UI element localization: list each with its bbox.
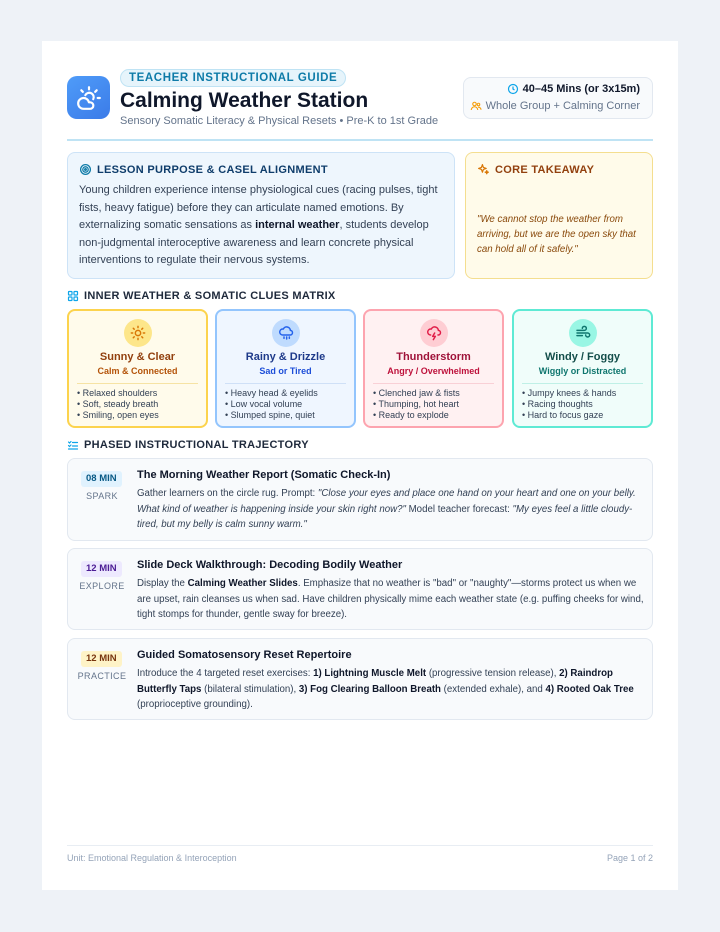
weather-card-thunderstorm [363, 309, 504, 428]
phase-card-spark [67, 458, 653, 541]
trajectory-heading: PHASED INSTRUCTIONAL TRAJECTORY [67, 439, 309, 451]
phase-label: SPARK [86, 491, 118, 501]
purpose-heading: LESSON PURPOSE & CASEL ALIGNMENT [79, 163, 443, 176]
phase-body: Gather learners on the circle rug. Prompt: "Close your eyes and place one hand on your heart and one on your belly. What kind of weather is happening inside your skin right now?" Model teacher forecast: "My eyes feel a little cloudy-tired, but my belly is calm sunny warm." [137, 488, 636, 530]
header-divider [67, 139, 653, 141]
lesson-meta-box [463, 77, 653, 119]
takeaway-quote: "We cannot stop the weather from arriving, but we are the open sky that can hold all of it safely." [477, 214, 636, 255]
phase-time-badge: 12 MIN [81, 651, 122, 667]
card-state: Angry / Overwhelmed [387, 366, 480, 376]
weather-card-rainy [215, 309, 356, 428]
footer-divider [67, 845, 653, 846]
card-state: Sad or Tired [259, 366, 312, 376]
clue-item: • Ready to explode [373, 410, 460, 421]
target-icon [79, 163, 92, 176]
sun-icon [124, 319, 152, 347]
card-divider [373, 383, 494, 384]
weather-logo-icon [67, 76, 110, 119]
card-divider [225, 383, 346, 384]
guide-tag: TEACHER INSTRUCTIONAL GUIDE [120, 69, 346, 87]
clue-item: • Thumping, hot heart [373, 399, 460, 410]
phase-label: EXPLORE [79, 581, 125, 591]
card-name: Thunderstorm [396, 351, 471, 363]
purpose-text: Young children experience intense physiological cues (racing pulses, tight fists, heavy fatigue) before they can articulate named emotions. By externalizing somatic sensations as internal weather, students develop non-judgmental interoceptive awareness and learn concrete physical interventions to regulate their nervous systems. [79, 184, 438, 266]
grouping-row [470, 100, 640, 112]
duration-text: 40–45 Mins (or 3x15m) [522, 83, 640, 95]
users-icon [470, 100, 482, 112]
phase-time-badge: 12 MIN [81, 561, 122, 577]
clue-list [373, 388, 460, 421]
lesson-purpose-panel [67, 152, 455, 279]
grid-icon [67, 290, 79, 302]
phase-time-badge: 08 MIN [81, 471, 122, 487]
card-divider [77, 383, 198, 384]
takeaway-heading: CORE TAKEAWAY [477, 163, 641, 176]
wind-icon [569, 319, 597, 347]
storm-cloud-icon [420, 319, 448, 347]
page-title: Calming Weather Station [120, 89, 369, 112]
document-page [42, 41, 678, 890]
phase-body: Introduce the 4 targeted reset exercises: 1) Lightning Muscle Melt (progressive tension release), 2) Raindrop Butterfly Taps (bilateral stimulation), 3) Fog Clearing Balloon Breath (extended exhale), and 4) Rooted Oak Tree (proprioceptive grounding). [137, 668, 634, 710]
phase-title: Slide Deck Walkthrough: Decoding Bodily Weather [137, 559, 403, 571]
clue-item: • Racing thoughts [522, 399, 616, 410]
page-number: Page 1 of 2 [606, 853, 653, 863]
duration-row [507, 83, 640, 95]
clue-item: • Hard to focus gaze [522, 410, 616, 421]
core-takeaway-panel [465, 152, 653, 279]
footer-unit: Unit: Emotional Regulation & Interoception [67, 853, 237, 863]
clue-item: • Clenched jaw & fists [373, 388, 460, 399]
phase-title: The Morning Weather Report (Somatic Check-In) [137, 469, 391, 481]
weather-matrix [67, 309, 653, 428]
card-state: Wiggly or Distracted [538, 366, 627, 376]
sparkles-icon [477, 163, 490, 176]
rain-cloud-icon [272, 319, 300, 347]
weather-card-windy [512, 309, 653, 428]
clue-list [522, 388, 616, 421]
clue-item: • Smiling, open eyes [77, 410, 159, 421]
phase-card-explore [67, 548, 653, 630]
phase-card-practice [67, 638, 653, 720]
clue-list [225, 388, 318, 421]
clue-list [77, 388, 159, 421]
clue-item: • Jumpy knees & hands [522, 388, 616, 399]
list-checks-icon [67, 439, 79, 451]
clue-item: • Low vocal volume [225, 399, 318, 410]
phase-title: Guided Somatosensory Reset Repertoire [137, 649, 352, 661]
phase-body: Display the Calming Weather Slides. Emphasize that no weather is "bad" or "naughty"—storms protect us when we are upset, rain cleanses us when sad. Have children physically mime each weather state (e.g. puffing cheeks for wind, tight stomps for thunder, gentle sway for breeze). [137, 578, 644, 620]
clue-item: • Heavy head & eyelids [225, 388, 318, 399]
weather-card-sunny [67, 309, 208, 428]
clue-item: • Relaxed shoulders [77, 388, 159, 399]
matrix-heading: INNER WEATHER & SOMATIC CLUES MATRIX [67, 290, 336, 302]
card-name: Sunny & Clear [99, 351, 176, 363]
clue-item: • Soft, steady breath [77, 399, 159, 410]
clue-item: • Slumped spine, quiet [225, 410, 318, 421]
card-name: Rainy & Drizzle [245, 351, 326, 363]
phase-label: PRACTICE [77, 671, 127, 681]
grouping-text: Whole Group + Calming Corner [485, 100, 640, 112]
page-subtitle: Sensory Somatic Literacy & Physical Resets • Pre-K to 1st Grade [120, 115, 439, 127]
card-state: Calm & Connected [97, 366, 178, 376]
clock-icon [507, 83, 519, 95]
card-name: Windy / Foggy [544, 351, 621, 363]
card-divider [522, 383, 643, 384]
